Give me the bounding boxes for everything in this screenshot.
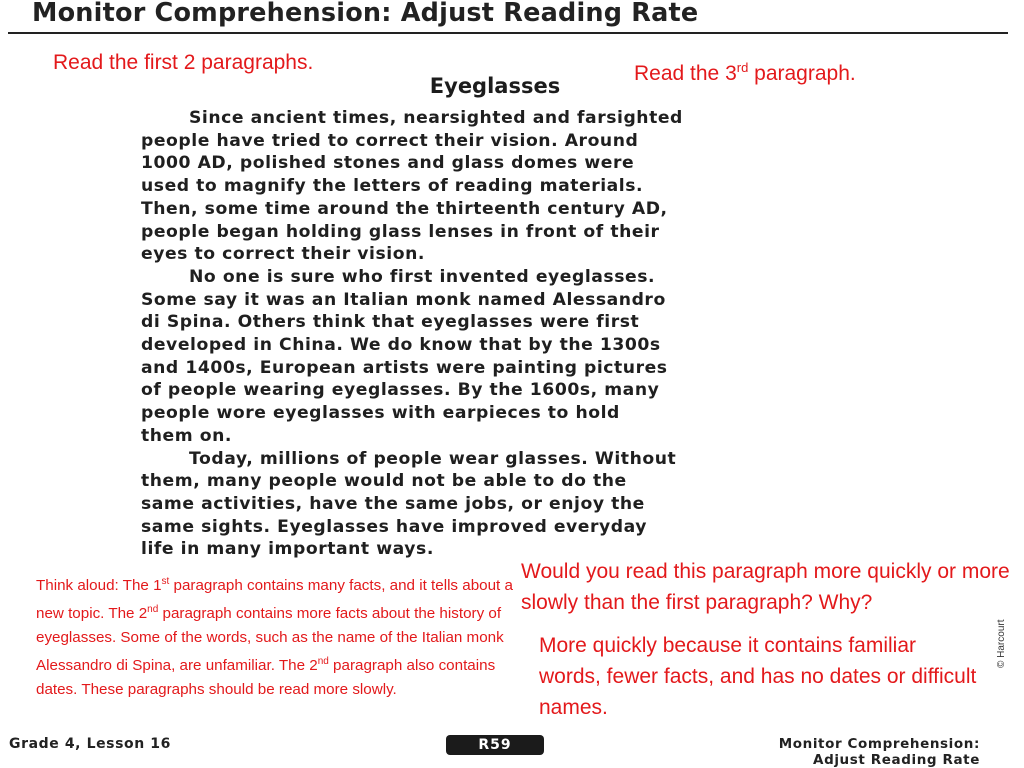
page-number-badge: R59: [446, 735, 544, 755]
annotation-third-prefix: Read the 3: [634, 62, 737, 85]
think-aloud-sup: nd: [147, 604, 159, 616]
footer-skill-title: [724, 736, 980, 768]
paragraph-line: eyes to correct their vision.: [141, 244, 425, 265]
annotation-third-suffix: paragraph.: [748, 62, 856, 85]
paragraph-2: [141, 266, 861, 448]
article-title: Eyeglasses: [429, 74, 561, 98]
paragraph-line: life in many important ways.: [141, 539, 434, 560]
annotation-third-sup: rd: [736, 60, 749, 75]
think-aloud-note: [36, 570, 526, 702]
paragraph-line: developed in China. We do know that by the 1300s: [141, 335, 661, 356]
think-aloud-sup: nd: [317, 656, 329, 668]
think-aloud-text: paragraph also contains dates. These paragraphs should be read more slowly.: [36, 657, 496, 699]
paragraph-line: same activities, have the same jobs, or enjoy the: [141, 493, 645, 514]
think-aloud-text: paragraph contains many facts, and it tells about a new topic. The 2: [36, 577, 513, 623]
annotation-read-first-two: Read the first 2 paragraphs.: [53, 51, 314, 74]
article-body: [141, 107, 861, 561]
paragraph-line: of people wearing eyeglasses. By the 1600s, many: [141, 380, 660, 401]
paragraph-line: and 1400s, European artists were painting pictures: [141, 357, 668, 378]
think-aloud-text: Think aloud: The 1: [36, 577, 162, 595]
copyright-notice: © Harcourt: [996, 619, 1007, 668]
footer-skill-line: Monitor Comprehension:: [778, 736, 980, 752]
think-aloud-sup: st: [161, 576, 170, 587]
paragraph-line: No one is sure who first invented eyeglasses.: [189, 266, 656, 287]
paragraph-line: them, many people would not be able to do the: [141, 471, 627, 492]
think-aloud-text: paragraph contains more facts about the history of eyeglasses. Some of the words, such as the name of the Italian monk Alessandro di Spina, are unfamiliar. The 2: [36, 605, 504, 675]
paragraph-3: [141, 448, 861, 562]
footer-skill-line: Adjust Reading Rate: [813, 752, 980, 768]
paragraph-line: used to magnify the letters of reading materials.: [141, 176, 644, 197]
paragraph-line: di Spina. Others think that eyeglasses were first: [141, 312, 640, 333]
footer-grade-lesson: Grade 4, Lesson 16: [9, 736, 171, 752]
paragraph-line: people began holding glass lenses in front of their: [141, 221, 660, 242]
paragraph-line: same sights. Eyeglasses have improved everyday: [141, 516, 648, 537]
paragraph-line: Today, millions of people wear glasses. Without: [189, 448, 677, 469]
paragraph-line: people have tried to correct their vision. Around: [141, 130, 639, 151]
paragraph-line: Then, some time around the thirteenth century AD,: [141, 198, 668, 219]
paragraph-line: people wore eyeglasses with earpieces to hold: [141, 403, 620, 424]
paragraph-line: Some say it was an Italian monk named Alessandro: [141, 289, 666, 310]
paragraph-line: Since ancient times, nearsighted and farsighted: [189, 108, 683, 128]
answer-text: More quickly because it contains familiar words, fewer facts, and has no dates or difficult names.: [539, 634, 977, 719]
paragraph-1: [141, 107, 861, 266]
paragraph-line: them on.: [141, 425, 232, 446]
page-title: Monitor Comprehension: Adjust Reading Rate: [32, 0, 699, 28]
question-text: Would you read this paragraph more quickly or more slowly than the first paragraph? Why?: [521, 560, 1010, 614]
paragraph-line: 1000 AD, polished stones and glass domes were: [141, 153, 635, 174]
